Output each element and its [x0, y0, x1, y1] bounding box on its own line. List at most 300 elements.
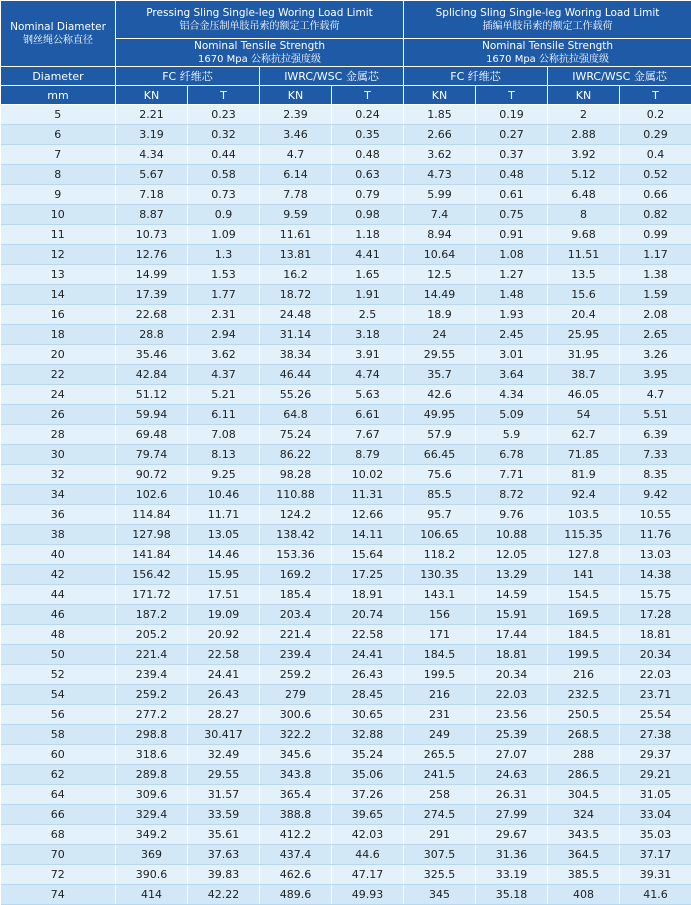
splicing-iwrc-t-cell: 29.21	[620, 765, 691, 785]
splicing-fc-kn-cell: 10.64	[404, 245, 476, 265]
pressing-iwrc-t-cell: 37.26	[332, 785, 404, 805]
splicing-fc-t-cell: 3.01	[476, 345, 548, 365]
pressing-iwrc-t-cell: 39.65	[332, 805, 404, 825]
splicing-fc-kn-cell: 184.5	[404, 645, 476, 665]
splicing-fc-kn-cell: 156	[404, 605, 476, 625]
splicing-fc-kn-cell: 307.5	[404, 845, 476, 865]
splicing-iwrc-t-cell: 13.03	[620, 545, 691, 565]
pressing-iwrc-t-cell: 0.48	[332, 145, 404, 165]
pressing-iwrc-kn-cell: 2.39	[260, 105, 332, 125]
splicing-iwrc-kn-cell: 13.5	[548, 265, 620, 285]
table-row	[1, 805, 691, 825]
pressing-iwrc-t-cell: 1.18	[332, 225, 404, 245]
splicing-fc-kn-cell: 95.7	[404, 505, 476, 525]
table-row	[1, 485, 691, 505]
pressing-fc-t-cell: 2.94	[188, 325, 260, 345]
splicing-iwrc-kn-cell: 304.5	[548, 785, 620, 805]
splicing-iwrc-kn-cell: 324	[548, 805, 620, 825]
pressing-iwrc-t-cell: 1.91	[332, 285, 404, 305]
pressing-fc-kn-cell: 369	[116, 845, 188, 865]
splicing-iwrc-kn-cell: 71.85	[548, 445, 620, 465]
unit-kn-header: KN	[404, 86, 476, 105]
splicing-iwrc-kn-cell: 38.7	[548, 365, 620, 385]
pressing-fc-kn-cell: 329.4	[116, 805, 188, 825]
pressing-fc-kn-cell: 2.21	[116, 105, 188, 125]
splicing-iwrc-t-cell: 25.54	[620, 705, 691, 725]
table-row	[1, 505, 691, 525]
splicing-iwrc-t-cell: 9.42	[620, 485, 691, 505]
diameter-header: Diameter	[1, 67, 116, 86]
unit-t-header: T	[188, 86, 260, 105]
pressing-fc-t-cell: 6.11	[188, 405, 260, 425]
table-row	[1, 445, 691, 465]
diameter-cell: 54	[1, 685, 116, 705]
unit-mm-header: mm	[1, 86, 116, 105]
diameter-cell: 34	[1, 485, 116, 505]
diameter-cell: 74	[1, 885, 116, 905]
splicing-iwrc-t-cell: 3.95	[620, 365, 691, 385]
diameter-cell: 24	[1, 385, 116, 405]
splicing-iwrc-kn-cell: 31.95	[548, 345, 620, 365]
table-row	[1, 745, 691, 765]
pressing-fc-t-cell: 39.83	[188, 865, 260, 885]
diameter-cell: 7	[1, 145, 116, 165]
pressing-fc-kn-cell: 102.6	[116, 485, 188, 505]
pressing-fc-t-cell: 5.21	[188, 385, 260, 405]
diameter-cell: 8	[1, 165, 116, 185]
table-row	[1, 525, 691, 545]
diameter-cell: 13	[1, 265, 116, 285]
splicing-fc-kn-cell: 345	[404, 885, 476, 905]
pressing-fc-kn-cell: 35.46	[116, 345, 188, 365]
pressing-iwrc-t-cell: 17.25	[332, 565, 404, 585]
pressing-iwrc-t-cell: 0.24	[332, 105, 404, 125]
splicing-iwrc-t-cell: 4.7	[620, 385, 691, 405]
pressing-iwrc-kn-cell: 322.2	[260, 725, 332, 745]
diameter-cell: 10	[1, 205, 116, 225]
pressing-fc-kn-cell: 309.6	[116, 785, 188, 805]
splicing-iwrc-t-cell: 0.29	[620, 125, 691, 145]
table-row	[1, 345, 691, 365]
table-row	[1, 645, 691, 665]
pressing-fc-t-cell: 10.46	[188, 485, 260, 505]
splicing-iwrc-t-cell: 8.35	[620, 465, 691, 485]
diameter-cell: 5	[1, 105, 116, 125]
splicing-fc-t-cell: 1.08	[476, 245, 548, 265]
pressing-iwrc-kn-cell: 345.6	[260, 745, 332, 765]
splicing-iwrc-t-cell: 18.81	[620, 625, 691, 645]
pressing-iwrc-t-cell: 3.91	[332, 345, 404, 365]
splicing-iwrc-kn-cell: 92.4	[548, 485, 620, 505]
splicing-fc-kn-cell: 57.9	[404, 425, 476, 445]
pressing-iwrc-kn-cell: 64.8	[260, 405, 332, 425]
pressing-fc-kn-cell: 390.6	[116, 865, 188, 885]
pressing-fc-kn-cell: 79.74	[116, 445, 188, 465]
table-row	[1, 145, 691, 165]
splicing-fc-t-cell: 25.39	[476, 725, 548, 745]
splicing-fc-t-cell: 6.78	[476, 445, 548, 465]
splicing-fc-kn-cell: 143.1	[404, 585, 476, 605]
splicing-fc-kn-cell: 325.5	[404, 865, 476, 885]
pressing-fc-kn-cell: 277.2	[116, 705, 188, 725]
diameter-cell: 20	[1, 345, 116, 365]
pressing-iwrc-t-cell: 26.43	[332, 665, 404, 685]
splicing-fc-kn-cell: 35.7	[404, 365, 476, 385]
table-row	[1, 605, 691, 625]
pressing-iwrc-t-cell: 10.02	[332, 465, 404, 485]
splicing-iwrc-t-cell: 23.71	[620, 685, 691, 705]
pressing-iwrc-t-cell: 49.93	[332, 885, 404, 905]
splicing-iwrc-kn-cell: 154.5	[548, 585, 620, 605]
table-row	[1, 565, 691, 585]
table-row	[1, 405, 691, 425]
pressing-fc-t-cell: 13.05	[188, 525, 260, 545]
pressing-fc-kn-cell: 349.2	[116, 825, 188, 845]
splicing-fc-t-cell: 23.56	[476, 705, 548, 725]
splicing-fc-kn-cell: 75.6	[404, 465, 476, 485]
splicing-fc-t-cell: 8.72	[476, 485, 548, 505]
splicing-iwrc-kn-cell: 250.5	[548, 705, 620, 725]
diameter-cell: 36	[1, 505, 116, 525]
splicing-iwrc-kn-cell: 6.48	[548, 185, 620, 205]
splicing-tensile-strength-header: Nominal Tensile Strength 1670 Mpa 公称抗拉强度级	[404, 39, 691, 67]
splicing-fc-t-cell: 15.91	[476, 605, 548, 625]
splicing-iwrc-t-cell: 6.39	[620, 425, 691, 445]
pressing-iwrc-t-cell: 28.45	[332, 685, 404, 705]
splicing-iwrc-t-cell: 35.03	[620, 825, 691, 845]
pressing-iwrc-t-cell: 12.66	[332, 505, 404, 525]
pressing-fc-t-cell: 30.417	[188, 725, 260, 745]
pressing-fc-kn-cell: 414	[116, 885, 188, 905]
diameter-cell: 6	[1, 125, 116, 145]
pressing-iwrc-t-cell: 15.64	[332, 545, 404, 565]
splicing-iwrc-kn-cell: 25.95	[548, 325, 620, 345]
pressing-fc-kn-cell: 59.94	[116, 405, 188, 425]
table-row	[1, 165, 691, 185]
splicing-fc-t-cell: 4.34	[476, 385, 548, 405]
splicing-fc-t-cell: 3.64	[476, 365, 548, 385]
pressing-fc-t-cell: 1.53	[188, 265, 260, 285]
diameter-cell: 52	[1, 665, 116, 685]
splicing-iwrc-kn-cell: 268.5	[548, 725, 620, 745]
pressing-fc-t-cell: 31.57	[188, 785, 260, 805]
splicing-iwrc-t-cell: 11.76	[620, 525, 691, 545]
splicing-fc-kn-cell: 85.5	[404, 485, 476, 505]
pressing-fc-t-cell: 2.31	[188, 305, 260, 325]
pressing-iwrc-t-cell: 0.35	[332, 125, 404, 145]
splicing-fc-t-cell: 35.18	[476, 885, 548, 905]
pressing-fc-kn-cell: 187.2	[116, 605, 188, 625]
splicing-iwrc-t-cell: 33.04	[620, 805, 691, 825]
splicing-iwrc-kn-cell: 343.5	[548, 825, 620, 845]
pressing-fc-t-cell: 26.43	[188, 685, 260, 705]
pressing-fc-t-cell: 14.46	[188, 545, 260, 565]
splicing-fc-kn-cell: 106.65	[404, 525, 476, 545]
splicing-fc-kn-cell: 7.4	[404, 205, 476, 225]
diameter-cell: 58	[1, 725, 116, 745]
pressing-iwrc-kn-cell: 31.14	[260, 325, 332, 345]
table-row	[1, 245, 691, 265]
splicing-fc-t-cell: 27.99	[476, 805, 548, 825]
pressing-fc-t-cell: 42.22	[188, 885, 260, 905]
pressing-fc-t-cell: 3.62	[188, 345, 260, 365]
pressing-fc-t-cell: 11.71	[188, 505, 260, 525]
table-row	[1, 625, 691, 645]
splicing-fc-kn-cell: 29.55	[404, 345, 476, 365]
splicing-fc-kn-cell: 199.5	[404, 665, 476, 685]
pressing-iwrc-kn-cell: 6.14	[260, 165, 332, 185]
table-row	[1, 185, 691, 205]
unit-t-header: T	[476, 86, 548, 105]
pressing-fc-kn-cell: 5.67	[116, 165, 188, 185]
pressing-iwrc-t-cell: 47.17	[332, 865, 404, 885]
splicing-iwrc-kn-cell: 2.88	[548, 125, 620, 145]
pressing-iwrc-kn-cell: 388.8	[260, 805, 332, 825]
pressing-fc-t-cell: 0.58	[188, 165, 260, 185]
pressing-fc-t-cell: 33.59	[188, 805, 260, 825]
pressing-iwrc-t-cell: 35.06	[332, 765, 404, 785]
diameter-cell: 70	[1, 845, 116, 865]
pressing-fc-t-cell: 1.3	[188, 245, 260, 265]
pressing-iwrc-t-cell: 3.18	[332, 325, 404, 345]
splicing-fc-header: FC 纤维芯	[404, 67, 548, 86]
pressing-iwrc-t-cell: 0.98	[332, 205, 404, 225]
pressing-iwrc-t-cell: 44.6	[332, 845, 404, 865]
splicing-iwrc-kn-cell: 2	[548, 105, 620, 125]
pressing-fc-kn-cell: 4.34	[116, 145, 188, 165]
pressing-fc-t-cell: 15.95	[188, 565, 260, 585]
table-row	[1, 665, 691, 685]
pressing-iwrc-t-cell: 24.41	[332, 645, 404, 665]
diameter-cell: 48	[1, 625, 116, 645]
pressing-fc-kn-cell: 90.72	[116, 465, 188, 485]
splicing-fc-kn-cell: 265.5	[404, 745, 476, 765]
diameter-cell: 56	[1, 705, 116, 725]
pressing-iwrc-t-cell: 8.79	[332, 445, 404, 465]
pressing-fc-t-cell: 22.58	[188, 645, 260, 665]
pressing-fc-kn-cell: 156.42	[116, 565, 188, 585]
nominal-diameter-header: Nominal Diameter 钢丝绳公称直径	[1, 1, 116, 67]
splicing-iwrc-t-cell: 7.33	[620, 445, 691, 465]
diameter-cell: 64	[1, 785, 116, 805]
splicing-iwrc-t-cell: 3.26	[620, 345, 691, 365]
unit-t-header: T	[620, 86, 691, 105]
splicing-fc-kn-cell: 24	[404, 325, 476, 345]
pressing-sling-header: Pressing Sling Single-leg Woring Load Limit 铝合金压制单肢吊索的额定工作载荷	[116, 1, 404, 39]
splicing-fc-t-cell: 31.36	[476, 845, 548, 865]
pressing-iwrc-kn-cell: 279	[260, 685, 332, 705]
splicing-fc-t-cell: 13.29	[476, 565, 548, 585]
diameter-cell: 68	[1, 825, 116, 845]
pressing-iwrc-t-cell: 22.58	[332, 625, 404, 645]
pressing-iwrc-t-cell: 2.5	[332, 305, 404, 325]
splicing-iwrc-kn-cell: 20.4	[548, 305, 620, 325]
splicing-fc-t-cell: 14.59	[476, 585, 548, 605]
splicing-iwrc-kn-cell: 408	[548, 885, 620, 905]
splicing-iwrc-kn-cell: 184.5	[548, 625, 620, 645]
diameter-cell: 42	[1, 565, 116, 585]
diameter-cell: 14	[1, 285, 116, 305]
pressing-iwrc-t-cell: 32.88	[332, 725, 404, 745]
table-row	[1, 885, 691, 905]
splicing-iwrc-kn-cell: 199.5	[548, 645, 620, 665]
pressing-iwrc-t-cell: 0.63	[332, 165, 404, 185]
pressing-iwrc-t-cell: 5.63	[332, 385, 404, 405]
unit-t-header: T	[332, 86, 404, 105]
diameter-cell: 28	[1, 425, 116, 445]
diameter-cell: 30	[1, 445, 116, 465]
splicing-iwrc-t-cell: 22.03	[620, 665, 691, 685]
pressing-fc-kn-cell: 127.98	[116, 525, 188, 545]
splicing-fc-kn-cell: 2.66	[404, 125, 476, 145]
table-row	[1, 465, 691, 485]
table-row	[1, 425, 691, 445]
splicing-iwrc-kn-cell: 46.05	[548, 385, 620, 405]
splicing-fc-t-cell: 29.67	[476, 825, 548, 845]
pressing-iwrc-kn-cell: 18.72	[260, 285, 332, 305]
splicing-iwrc-t-cell: 20.34	[620, 645, 691, 665]
pressing-fc-kn-cell: 298.8	[116, 725, 188, 745]
pressing-fc-kn-cell: 17.39	[116, 285, 188, 305]
splicing-iwrc-kn-cell: 9.68	[548, 225, 620, 245]
pressing-iwrc-kn-cell: 86.22	[260, 445, 332, 465]
pressing-iwrc-kn-cell: 239.4	[260, 645, 332, 665]
pressing-iwrc-kn-cell: 46.44	[260, 365, 332, 385]
pressing-fc-t-cell: 37.63	[188, 845, 260, 865]
splicing-iwrc-t-cell: 37.17	[620, 845, 691, 865]
splicing-fc-kn-cell: 49.95	[404, 405, 476, 425]
splicing-fc-t-cell: 17.44	[476, 625, 548, 645]
splicing-fc-t-cell: 5.9	[476, 425, 548, 445]
splicing-fc-t-cell: 7.71	[476, 465, 548, 485]
splicing-iwrc-kn-cell: 288	[548, 745, 620, 765]
pressing-iwrc-kn-cell: 9.59	[260, 205, 332, 225]
splicing-iwrc-kn-cell: 141	[548, 565, 620, 585]
splicing-fc-kn-cell: 3.62	[404, 145, 476, 165]
pressing-iwrc-kn-cell: 55.26	[260, 385, 332, 405]
splicing-fc-kn-cell: 274.5	[404, 805, 476, 825]
pressing-fc-t-cell: 1.09	[188, 225, 260, 245]
table-row	[1, 105, 691, 125]
pressing-iwrc-t-cell: 6.61	[332, 405, 404, 425]
pressing-iwrc-kn-cell: 300.6	[260, 705, 332, 725]
pressing-iwrc-t-cell: 0.79	[332, 185, 404, 205]
splicing-fc-t-cell: 0.37	[476, 145, 548, 165]
pressing-iwrc-t-cell: 35.24	[332, 745, 404, 765]
pressing-fc-t-cell: 19.09	[188, 605, 260, 625]
pressing-fc-t-cell: 0.23	[188, 105, 260, 125]
pressing-iwrc-kn-cell: 343.8	[260, 765, 332, 785]
pressing-fc-t-cell: 0.44	[188, 145, 260, 165]
diameter-cell: 62	[1, 765, 116, 785]
pressing-iwrc-kn-cell: 489.6	[260, 885, 332, 905]
splicing-fc-t-cell: 12.05	[476, 545, 548, 565]
table-row	[1, 285, 691, 305]
splicing-iwrc-t-cell: 0.82	[620, 205, 691, 225]
pressing-tensile-strength-header: Nominal Tensile Strength 1670 Mpa 公称抗拉强度级	[116, 39, 404, 67]
table-header	[1, 1, 691, 105]
splicing-iwrc-t-cell: 1.38	[620, 265, 691, 285]
pressing-iwrc-kn-cell: 98.28	[260, 465, 332, 485]
pressing-iwrc-kn-cell: 221.4	[260, 625, 332, 645]
pressing-iwrc-kn-cell: 124.2	[260, 505, 332, 525]
splicing-fc-kn-cell: 66.45	[404, 445, 476, 465]
splicing-fc-kn-cell: 231	[404, 705, 476, 725]
splicing-fc-t-cell: 26.31	[476, 785, 548, 805]
pressing-iwrc-kn-cell: 38.34	[260, 345, 332, 365]
pressing-iwrc-kn-cell: 462.6	[260, 865, 332, 885]
splicing-iwrc-t-cell: 0.99	[620, 225, 691, 245]
splicing-fc-kn-cell: 130.35	[404, 565, 476, 585]
pressing-iwrc-kn-cell: 110.88	[260, 485, 332, 505]
pressing-fc-kn-cell: 171.72	[116, 585, 188, 605]
pressing-fc-header: FC 纤维芯	[116, 67, 260, 86]
diameter-cell: 11	[1, 225, 116, 245]
pressing-iwrc-kn-cell: 185.4	[260, 585, 332, 605]
pressing-iwrc-t-cell: 42.03	[332, 825, 404, 845]
splicing-iwrc-t-cell: 0.66	[620, 185, 691, 205]
splicing-iwrc-t-cell: 17.28	[620, 605, 691, 625]
pressing-iwrc-kn-cell: 169.2	[260, 565, 332, 585]
pressing-iwrc-t-cell: 7.67	[332, 425, 404, 445]
pressing-fc-kn-cell: 10.73	[116, 225, 188, 245]
splicing-fc-t-cell: 9.76	[476, 505, 548, 525]
splicing-iwrc-kn-cell: 62.7	[548, 425, 620, 445]
splicing-fc-t-cell: 5.09	[476, 405, 548, 425]
table-row	[1, 205, 691, 225]
splicing-iwrc-kn-cell: 3.92	[548, 145, 620, 165]
pressing-fc-t-cell: 0.9	[188, 205, 260, 225]
pressing-fc-t-cell: 24.41	[188, 665, 260, 685]
splicing-fc-t-cell: 27.07	[476, 745, 548, 765]
diameter-cell: 32	[1, 465, 116, 485]
pressing-fc-t-cell: 9.25	[188, 465, 260, 485]
splicing-iwrc-kn-cell: 54	[548, 405, 620, 425]
splicing-iwrc-t-cell: 0.4	[620, 145, 691, 165]
splicing-fc-t-cell: 18.81	[476, 645, 548, 665]
splicing-fc-t-cell: 1.93	[476, 305, 548, 325]
splicing-fc-kn-cell: 258	[404, 785, 476, 805]
table-row	[1, 385, 691, 405]
pressing-fc-kn-cell: 205.2	[116, 625, 188, 645]
diameter-cell: 72	[1, 865, 116, 885]
table-row	[1, 585, 691, 605]
pressing-fc-kn-cell: 42.84	[116, 365, 188, 385]
pressing-iwrc-kn-cell: 11.61	[260, 225, 332, 245]
diameter-cell: 9	[1, 185, 116, 205]
table-row	[1, 845, 691, 865]
pressing-iwrc-header: IWRC/WSC 金属芯	[260, 67, 404, 86]
pressing-fc-t-cell: 20.92	[188, 625, 260, 645]
splicing-iwrc-t-cell: 27.38	[620, 725, 691, 745]
splicing-iwrc-t-cell: 10.55	[620, 505, 691, 525]
pressing-fc-kn-cell: 69.48	[116, 425, 188, 445]
splicing-iwrc-kn-cell: 169.5	[548, 605, 620, 625]
pressing-iwrc-kn-cell: 412.2	[260, 825, 332, 845]
diameter-cell: 16	[1, 305, 116, 325]
splicing-iwrc-kn-cell: 127.8	[548, 545, 620, 565]
pressing-iwrc-t-cell: 30.65	[332, 705, 404, 725]
splicing-iwrc-kn-cell: 216	[548, 665, 620, 685]
splicing-fc-t-cell: 20.34	[476, 665, 548, 685]
splicing-fc-t-cell: 1.27	[476, 265, 548, 285]
pressing-iwrc-t-cell: 14.11	[332, 525, 404, 545]
splicing-iwrc-t-cell: 14.38	[620, 565, 691, 585]
table-row	[1, 685, 691, 705]
splicing-iwrc-t-cell: 2.08	[620, 305, 691, 325]
pressing-fc-kn-cell: 141.84	[116, 545, 188, 565]
diameter-cell: 60	[1, 745, 116, 765]
